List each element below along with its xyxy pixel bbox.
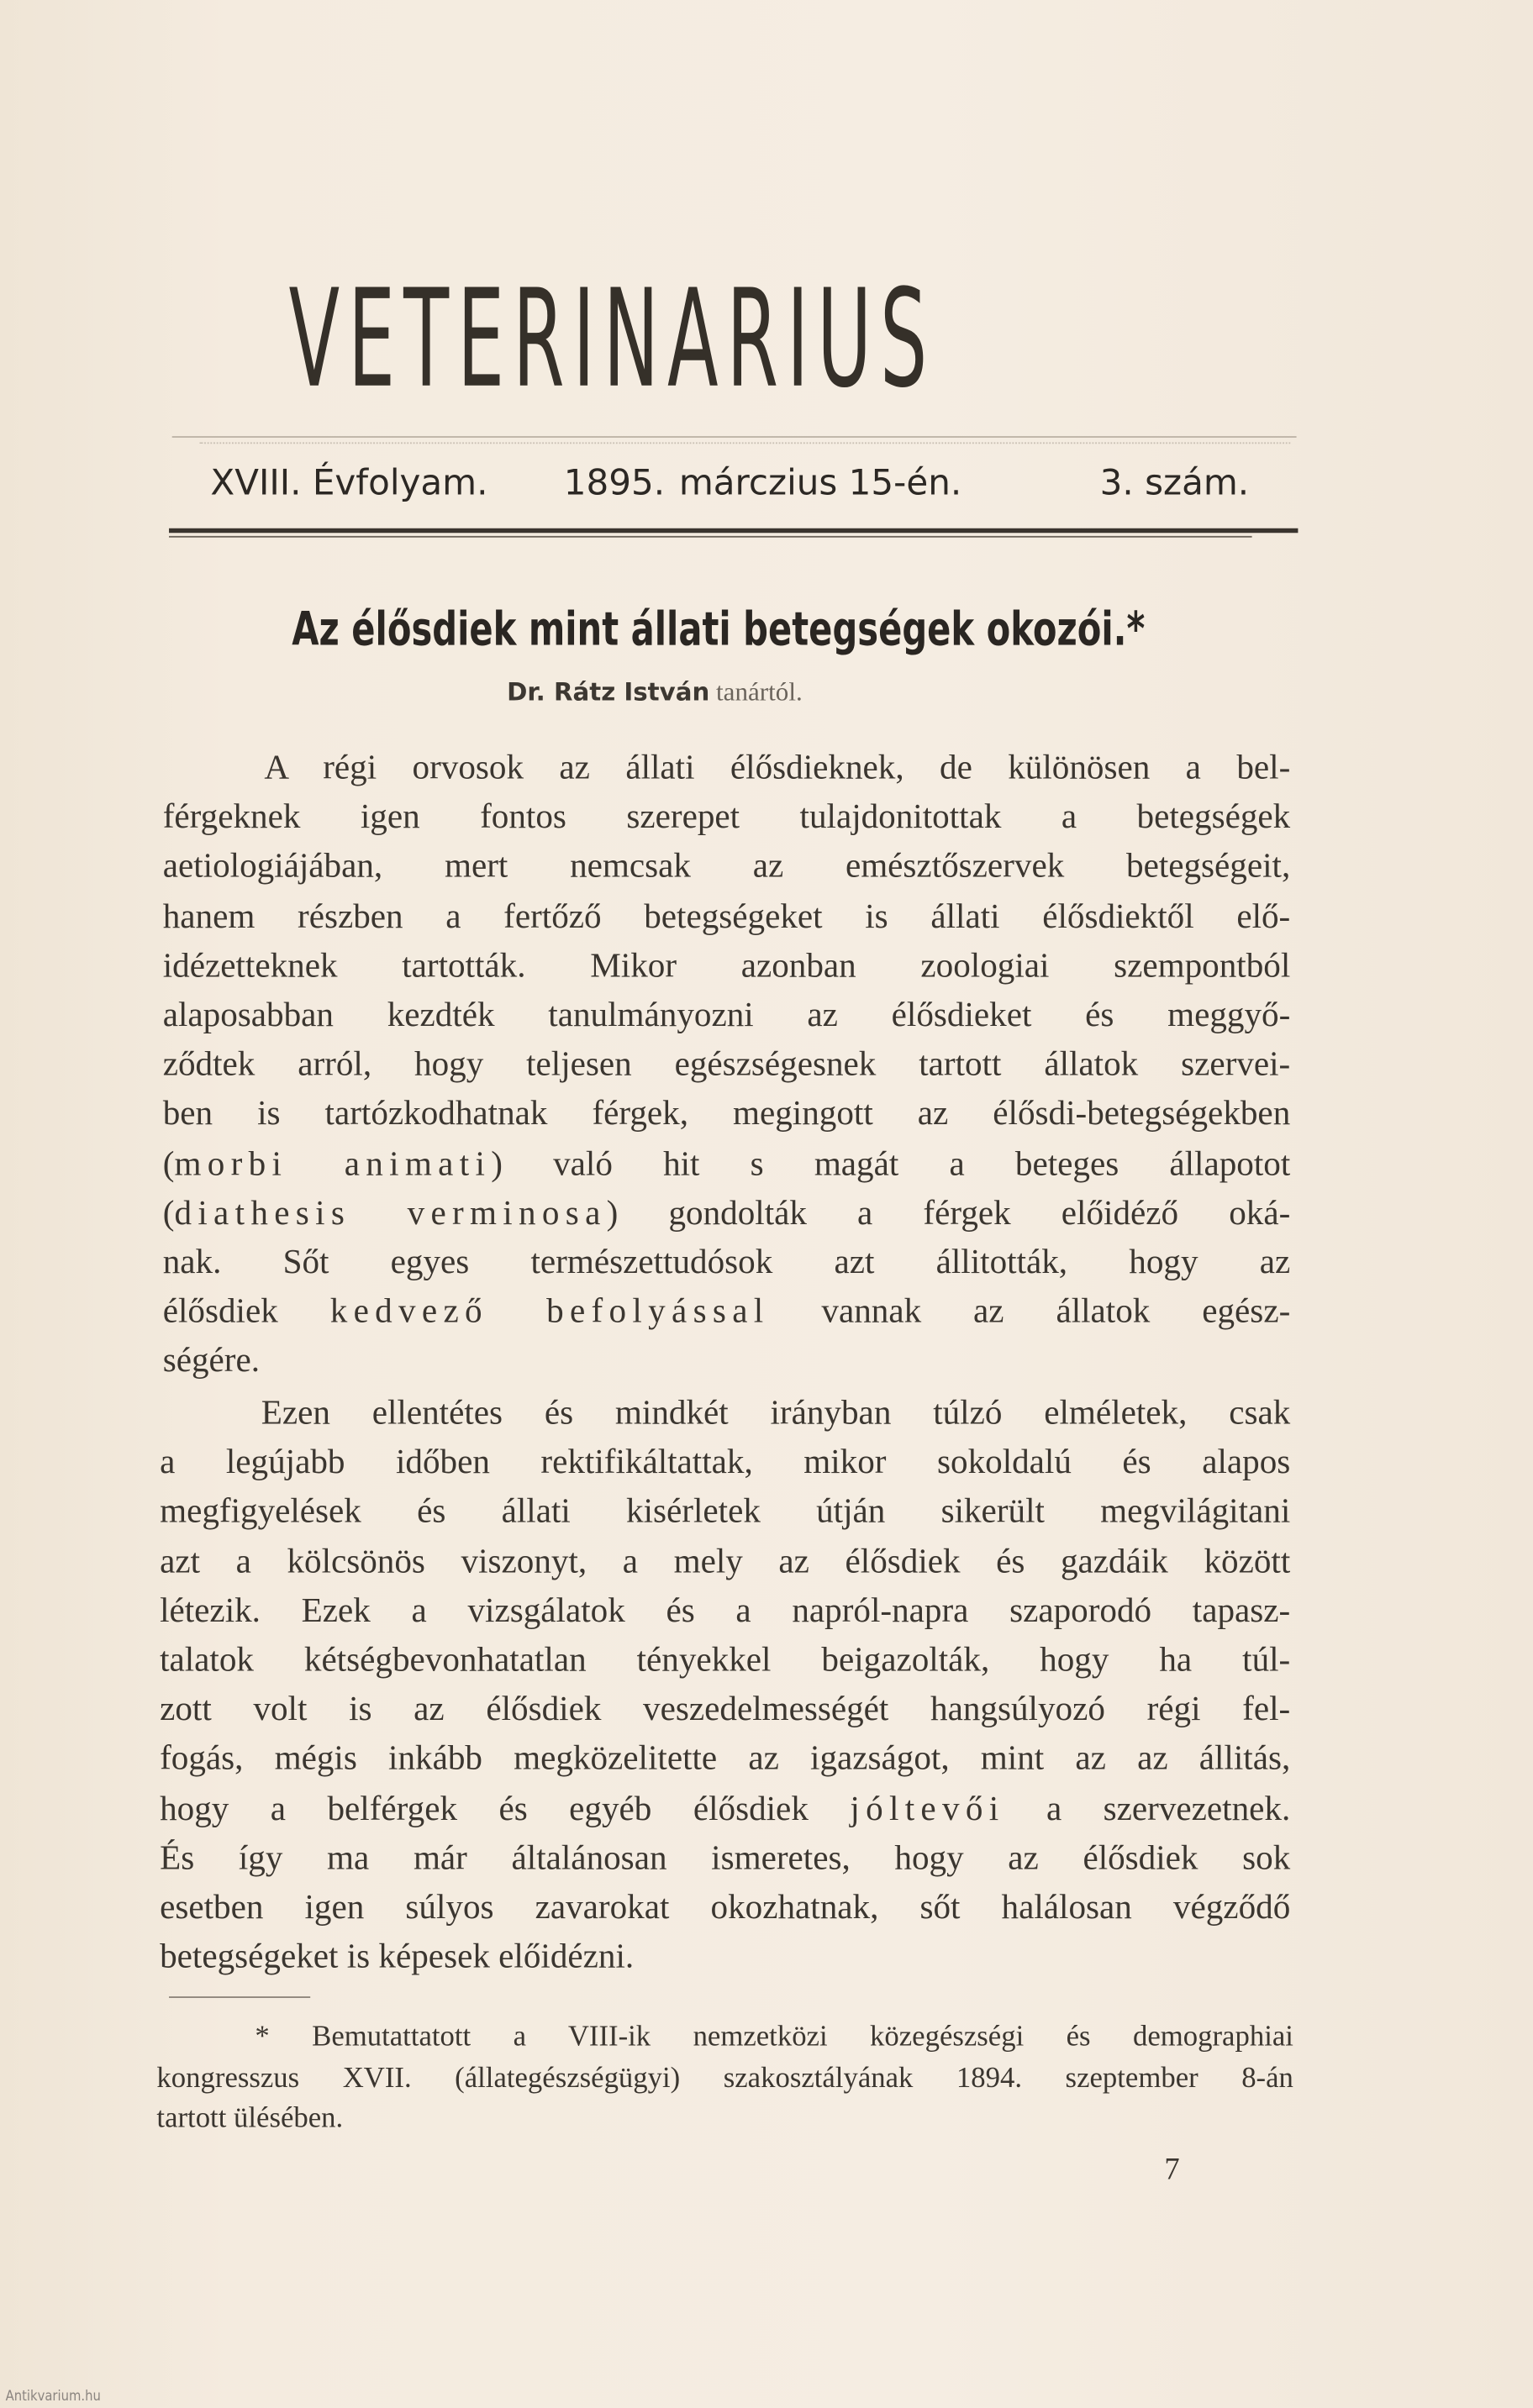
text-line: idézetteknek tartották. Mikor azonban zoologiai szempontból (162, 945, 1291, 985)
text-line: a legújabb időben rektifikáltattak, mikor sokoldalú és alapos (160, 1442, 1291, 1481)
footnote-line: kongresszus XVII. (állategészségügyi) szakosztályának 1894. szeptember 8-án (156, 2061, 1293, 2095)
author-role: tanártól. (716, 677, 803, 707)
author-name: Dr. Rátz István (507, 677, 710, 707)
text-run: ( (162, 1143, 175, 1182)
spaced-latin-term: diathesis verminosa (174, 1192, 607, 1232)
text-line: talatok kétségbevonhatatlan tényekkel beigazolták, hogy ha túl- (160, 1639, 1291, 1679)
issue-date: márczius 15-én. (678, 463, 962, 504)
masthead-rule-dotted (200, 442, 1291, 444)
text-line: nak. Sőt egyes természettudósok azt állitották, hogy az (162, 1242, 1291, 1281)
watermark: Antikvarium.hu (5, 2390, 101, 2405)
text-line: esetben igen súlyos zavarokat okozhatnak, sőt halálosan végződő (160, 1887, 1291, 1926)
text-line (163, 1188, 1291, 1238)
text-line: hanem részben a fertőző betegségeket is állati élősdiektől elő- (162, 896, 1291, 935)
spaced-latin-term: morbi animati (174, 1143, 492, 1182)
spaced-emphasis: kedvező befolyással (329, 1291, 770, 1330)
text-line: És így ma már általánosan ismeretes, hogy az élősdiek sok (160, 1838, 1291, 1877)
text-line: azt a kölcsönös viszonyt, a mely az élősdiek és gazdáik között (160, 1541, 1291, 1580)
text-line: zott volt is az élősdiek veszedelmességét hangsúlyozó régi fel- (160, 1689, 1291, 1728)
text-line (163, 1287, 1291, 1337)
issue-year: 1895. (563, 463, 666, 504)
footnote (156, 2018, 1293, 2140)
paragraph-2 (160, 1388, 1290, 1981)
text-run: ) gondolták a férgek előidéző oká- (606, 1192, 1291, 1232)
text-line (163, 1138, 1291, 1188)
text-line: ségére. (162, 1341, 261, 1380)
text-run: ( (162, 1192, 175, 1232)
text-run: hogy a belférgek és egyéb élősdiek (160, 1788, 851, 1827)
text-line: fogás, mégis inkább megközelitette az igazságot, mint az az állitás, (160, 1738, 1291, 1778)
byline (507, 673, 803, 713)
text-line: aetiologiájában, mert nemcsak az emésztőszervek betegségeit, (162, 846, 1291, 886)
text-run: vannak az állatok egész- (769, 1291, 1291, 1330)
header-rule-secondary (169, 536, 1252, 538)
text-run: élősdiek (162, 1291, 330, 1330)
paragraph-1 (163, 744, 1291, 1386)
volume-label: XVIII. Évfolyam. (210, 463, 488, 504)
text-run: ) való hit s magát a beteges állapotot (491, 1143, 1291, 1182)
journal-masthead: VETERINARIUS (288, 259, 936, 418)
text-line: létezik. Ezek a vizsgálatok és a napról-napra szaporodó tapasz- (160, 1590, 1291, 1629)
page-number: 7 (1164, 2153, 1180, 2187)
text-line: megfigyelések és állati kisérletek útján sikerült megvilágitani (160, 1491, 1291, 1531)
text-run: a szervezetnek. (1004, 1788, 1291, 1827)
text-line: Ezen ellentétes és mindkét irányban túlzó elméletek, csak (261, 1392, 1291, 1432)
spaced-emphasis: jóltevői (850, 1788, 1005, 1827)
footnote-rule (169, 1996, 310, 1998)
masthead-rule-top (172, 436, 1297, 438)
text-line: alaposabban kezdték tanulmányozni az élősdieket és meggyő- (162, 995, 1291, 1033)
text-line: férgeknek igen fontos szerepet tulajdonitottak a betegségek (162, 797, 1291, 836)
footnote-line: tartott ülésében. (156, 2102, 344, 2135)
text-line (160, 1784, 1290, 1833)
article-title: Az élősdiek mint állati betegségek okozói.* (292, 603, 1146, 658)
text-line: betegségeket is képesek előidézni. (160, 1936, 635, 1975)
header-rule (169, 528, 1298, 533)
text-line: ben is tartózkodhatnak férgek, megingott az élősdi-betegségekben (162, 1093, 1291, 1133)
issue-number: 3. szám. (1099, 463, 1250, 504)
text-line: ződtek arról, hogy teljesen egészségesnek tartott állatok szervei- (162, 1044, 1291, 1083)
footnote-line: * Bemutattatott a VIII-ik nemzetközi közegészségi és demographiai (255, 2021, 1293, 2053)
text-line: A régi orvosok az állati élősdieknek, de különösen a bel- (264, 748, 1291, 786)
